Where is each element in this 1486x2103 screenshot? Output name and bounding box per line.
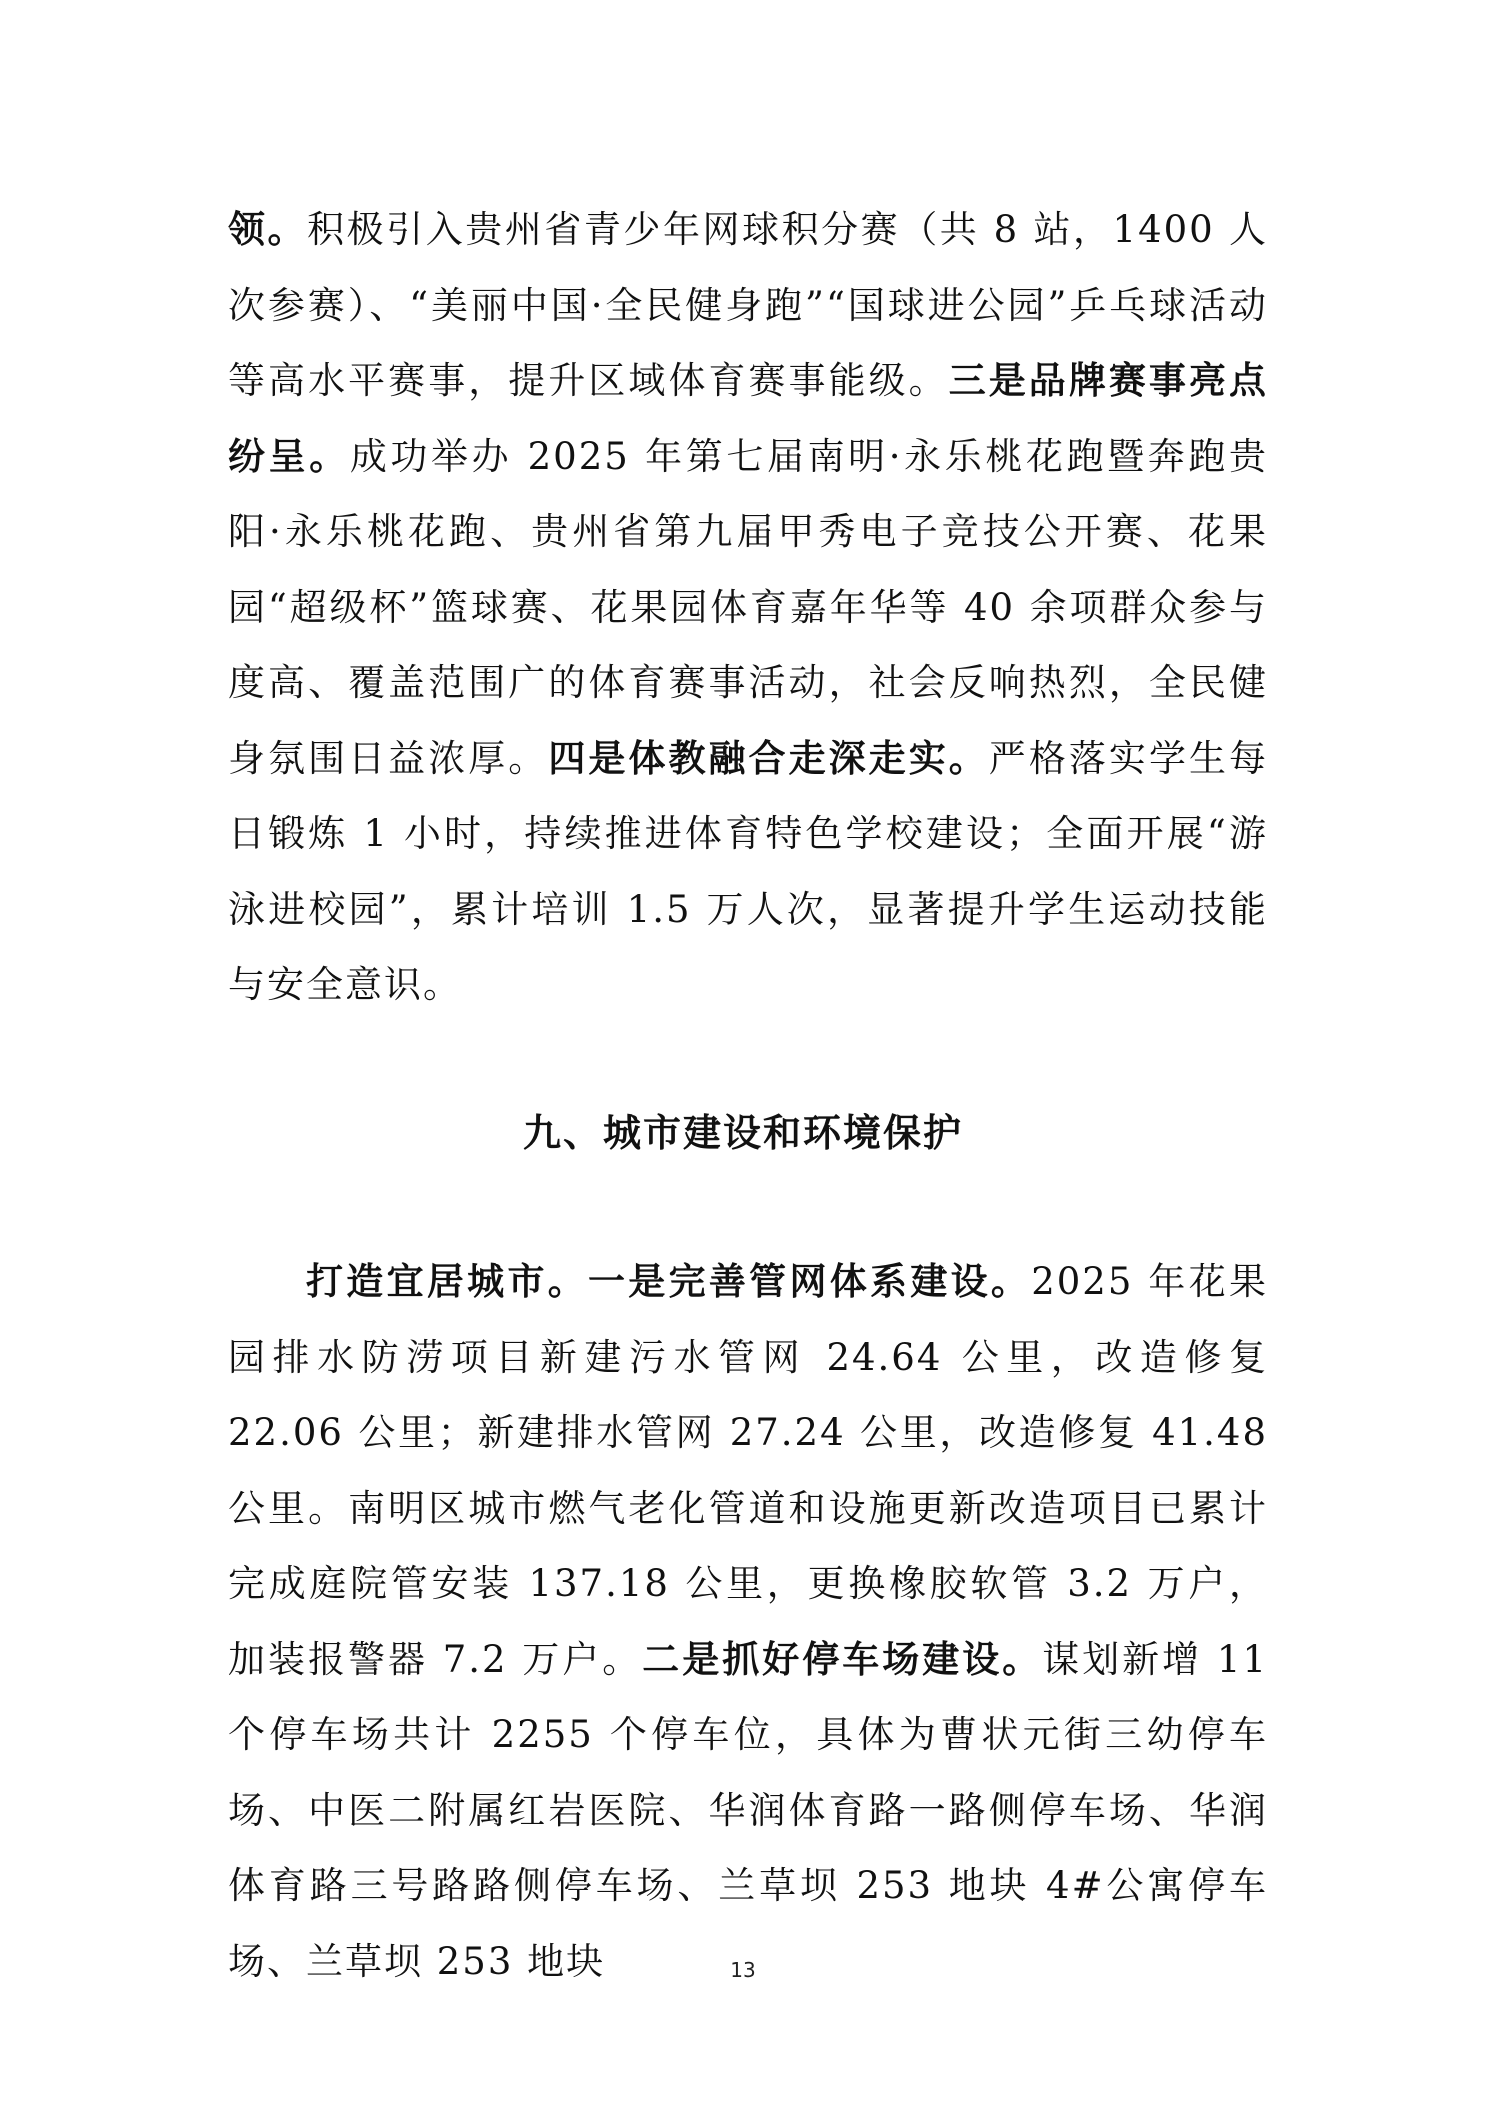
bold-run: 二是抓好停车场建设。 (642, 1636, 1043, 1681)
section-heading: 九、城市建设和环境保护 (522, 1110, 963, 1155)
text-run: 成功举办 2025 年第七届南明·永乐桃花跑暨奔跑贵阳·永乐桃花跑、贵州省第九届甲秀电子竞技公开赛、花果园“超级杯”篮球赛、花果园体育嘉年华等 40 余项群众参与度高、覆盖范围广的体育赛事活动，社会反响热烈，全民健身氛围日益浓厚。 (228, 434, 1269, 780)
text-run: 2025 年花果园排水防涝项目新建污水管网 24.64 公里，改造修复 22.06 公里；新建排水管网 27.24 公里，改造修复 41.48 公里。南明区城市燃气老化管道和设施更新改造项目已累计完成庭院管安装 137.18 公里，更换橡胶软管 3.2 万户，加装报警器 7.2 万户。 (228, 1260, 1268, 1681)
bold-run: 领。 (228, 207, 308, 251)
body-paragraph-urban (228, 1244, 1268, 1999)
bold-run: 打造宜居城市。一是完善管网体系建设。 (306, 1259, 1032, 1303)
body-paragraph-sports (228, 192, 1268, 1023)
text-run: 严格落实学生每日锻炼 1 小时，持续推进体育特色学校建设；全面开展“游泳进校园”，累计培训 1.5 万人次，显著提升学生运动技能与安全意识。 (228, 736, 1269, 1006)
bold-run: 四是体教融合走深走实。 (548, 735, 989, 780)
text-run: 积极引入贵州省青少年网球积分赛（共 8 站，1400 人次参赛）、“美丽中国·全民健身跑”“国球进公园”乒乓球活动等高水平赛事，提升区域体育赛事能级。 (228, 208, 1268, 402)
page-number: 13 (730, 1958, 756, 1982)
text-run: 谋划新增 11 个停车场共计 2255 个停车位，具体为曹状元街三幼停车场、中医二附属红岩医院、华润体育路一路侧停车场、华润体育路三号路路侧停车场、兰草坝 253 地块 4#公寓停车场、兰草坝 253 地块 (228, 1637, 1269, 1983)
bold-run: 三是品牌赛事亮点纷呈。 (228, 358, 1268, 478)
